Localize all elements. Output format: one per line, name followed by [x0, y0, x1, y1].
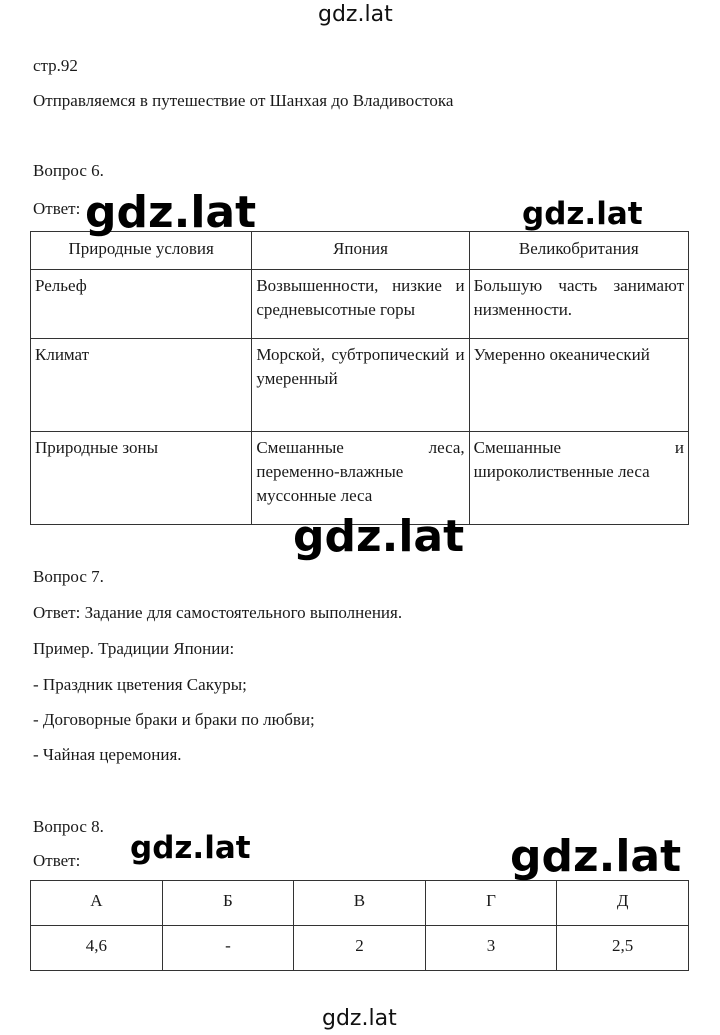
- table-header-cell: Япония: [252, 232, 469, 270]
- table-cell: Большую часть занимают низменности.: [469, 270, 688, 339]
- page-reference: стр.92: [33, 56, 78, 75]
- table-header-row: [31, 881, 689, 926]
- table-row: [31, 926, 689, 971]
- watermark: gdz.lat: [522, 196, 643, 232]
- page-subtitle: Отправляемся в путешествие от Шанхая до Владивостока: [33, 91, 454, 110]
- question-6-answer-label: Ответ:: [33, 199, 81, 218]
- table-cell: -: [162, 926, 294, 971]
- table-cell: 2,5: [557, 926, 689, 971]
- table-header-cell: А: [31, 881, 163, 926]
- header-watermark: gdz.lat: [318, 2, 393, 27]
- answers-table: [30, 880, 689, 971]
- table-cell: Умеренно океанический: [469, 339, 688, 432]
- table-header-cell: Природные условия: [31, 232, 252, 270]
- question-8-title: Вопрос 8.: [33, 817, 104, 836]
- table-header-cell: Д: [557, 881, 689, 926]
- table-header-cell: Б: [162, 881, 294, 926]
- table-cell: Рельеф: [31, 270, 252, 339]
- list-item: - Чайная церемония.: [33, 745, 182, 764]
- question-7-answer: Ответ: Задание для самостоятельного выполнения.: [33, 603, 403, 622]
- table-cell: Возвышенности, низкие и средневысотные горы: [252, 270, 469, 339]
- question-7-example: Пример. Традиции Японии:: [33, 639, 235, 658]
- table-header-cell: В: [294, 881, 426, 926]
- table-cell: 3: [425, 926, 557, 971]
- question-6-title: Вопрос 6.: [33, 161, 104, 180]
- table-cell: 2: [294, 926, 426, 971]
- table-cell: Природные зоны: [31, 432, 252, 525]
- table-cell: Морской, субтропический и умеренный: [252, 339, 469, 432]
- table-header-cell: Г: [425, 881, 557, 926]
- watermark: gdz.lat: [510, 831, 682, 882]
- watermark: gdz.lat: [130, 830, 251, 866]
- table-row: [31, 270, 689, 339]
- list-item: - Праздник цветения Сакуры;: [33, 675, 247, 694]
- watermark: gdz.lat: [85, 187, 257, 238]
- natural-conditions-table: [30, 231, 689, 525]
- table-cell: Смешанные и широколиственные леса: [469, 432, 688, 525]
- table-row: [31, 339, 689, 432]
- table-cell: 4,6: [31, 926, 163, 971]
- table-cell: Смешанные леса, переменно-влажные муссонные леса: [252, 432, 469, 525]
- list-item: - Договорные браки и браки по любви;: [33, 710, 315, 729]
- question-7-title: Вопрос 7.: [33, 567, 104, 586]
- question-8-answer-label: Ответ:: [33, 851, 81, 870]
- table-header-cell: Великобритания: [469, 232, 688, 270]
- watermark: gdz.lat: [293, 511, 465, 562]
- footer-watermark: gdz.lat: [322, 1006, 397, 1031]
- table-cell: Климат: [31, 339, 252, 432]
